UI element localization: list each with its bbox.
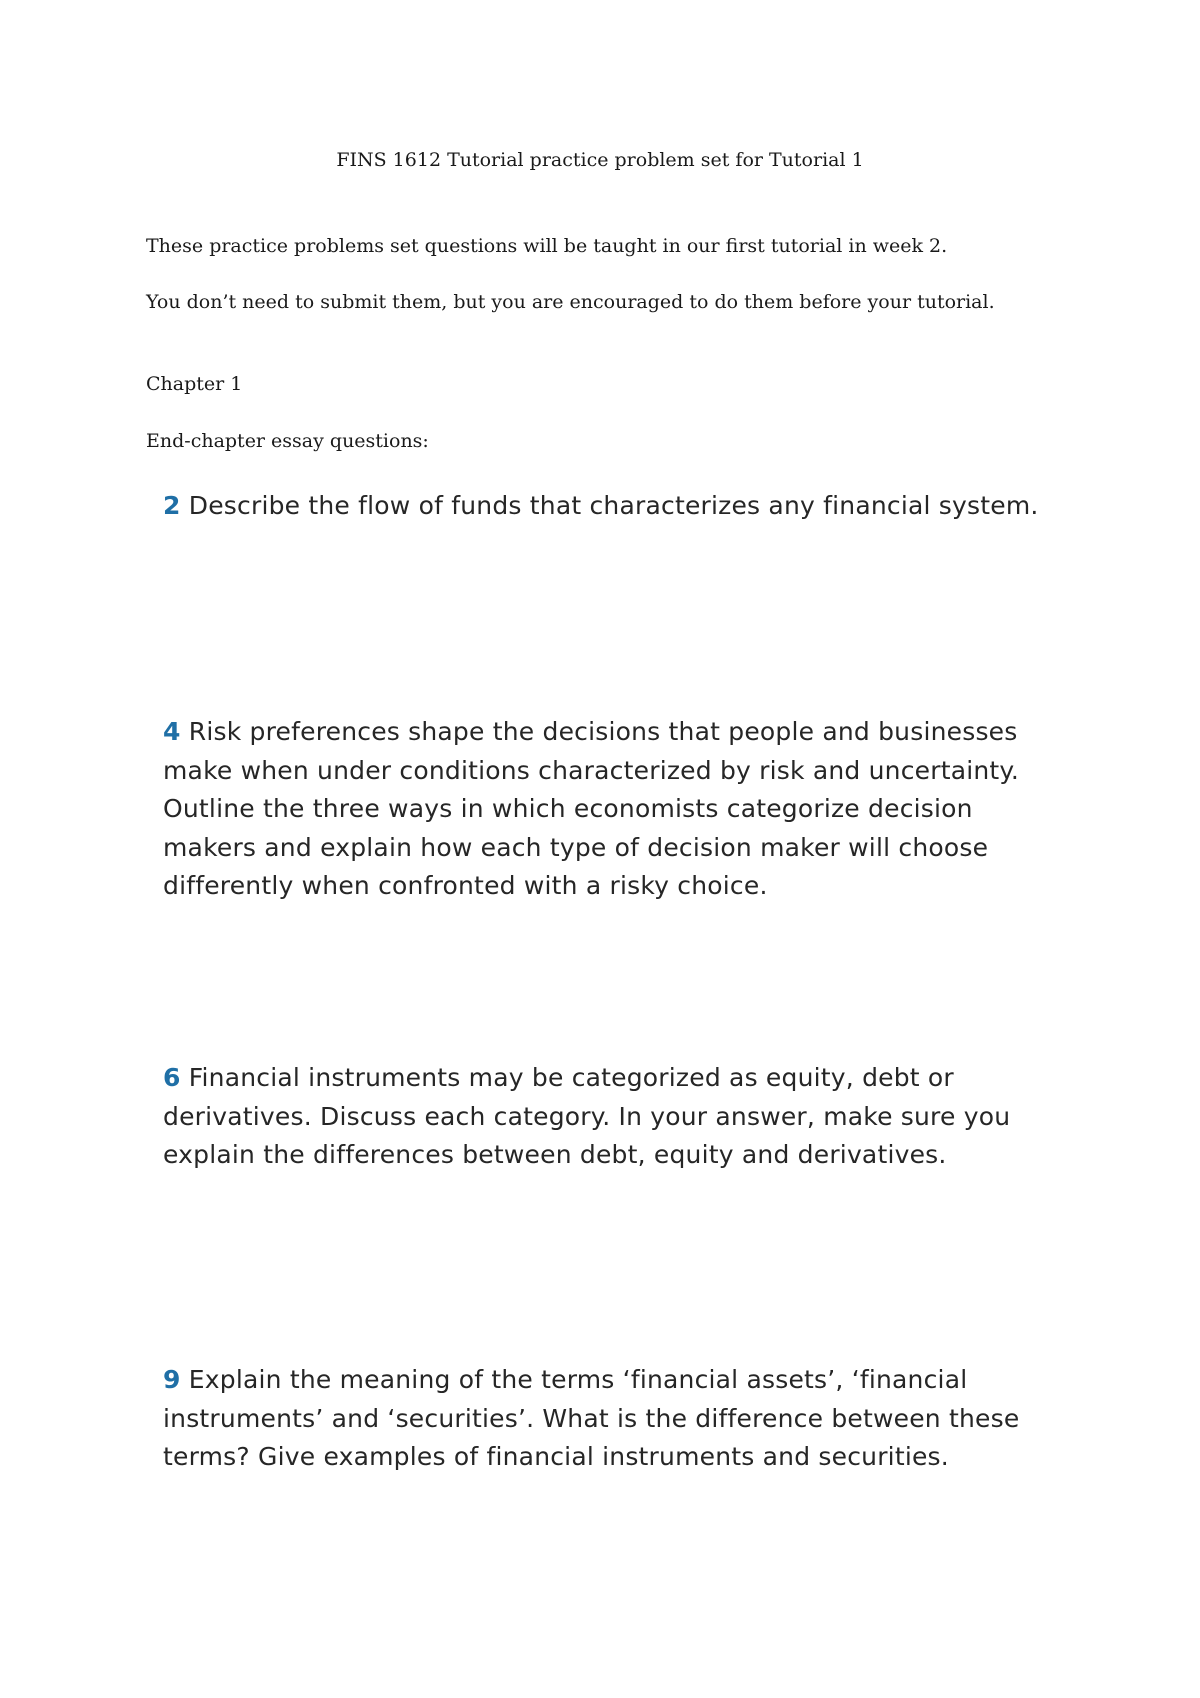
intro-line-1: These practice problems set questions will be taught in our first tutorial in week 2. (146, 235, 948, 257)
question-text: Explain the meaning of the terms ‘financial assets’, ‘financial instruments’ and ‘securities’. What is the difference between these terms? Give examples of financial instruments and securities. (163, 1365, 1020, 1472)
question-text: Financial instruments may be categorized as equity, debt or derivatives. Discuss each category. In your answer, make sure you explain the differences between debt, equity and derivatives. (163, 1063, 1011, 1170)
section-heading: End-chapter essay questions: (146, 430, 429, 452)
question-number: 2 (163, 491, 181, 520)
question-text: Describe the flow of funds that characterizes any financial system. (188, 491, 1039, 520)
chapter-heading: Chapter 1 (146, 373, 243, 395)
question-number: 9 (163, 1365, 181, 1394)
question-item (163, 1361, 1063, 1477)
question-item (163, 487, 1063, 526)
intro-line-2: You don’t need to submit them, but you are encouraged to do them before your tutorial. (146, 291, 995, 313)
question-number: 6 (163, 1063, 181, 1092)
question-item (163, 1059, 1063, 1175)
document-title: FINS 1612 Tutorial practice problem set for Tutorial 1 (336, 149, 864, 171)
question-number: 4 (163, 717, 181, 746)
question-item (163, 713, 1063, 906)
question-text: Risk preferences shape the decisions that people and businesses make when under conditions characterized by risk and uncertainty. Outline the three ways in which economists categorize decision makers and explain how each type of decision maker will choose differently when confronted with a risky choice. (163, 717, 1020, 901)
